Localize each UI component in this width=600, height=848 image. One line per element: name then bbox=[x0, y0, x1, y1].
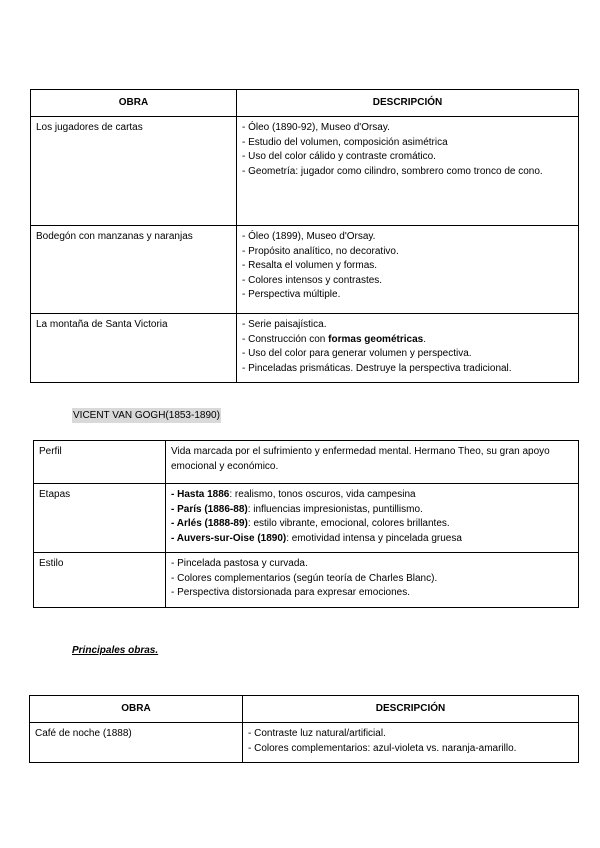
description-line bbox=[242, 333, 573, 348]
description-line: - Uso del color cálido y contraste cromático. bbox=[242, 151, 436, 162]
description-line: - Uso del color para generar volumen y perspectiva. bbox=[242, 348, 472, 359]
work-description bbox=[237, 226, 579, 314]
work-description bbox=[237, 117, 579, 226]
description-line: - Resalta el volumen y formas. bbox=[242, 260, 378, 271]
description-bold-text: formas geométricas bbox=[328, 333, 424, 345]
etapa-period: - Arlés (1888-89) bbox=[171, 518, 248, 529]
description-text: - Construcción con bbox=[242, 333, 329, 345]
row-label-etapas: Etapas bbox=[34, 484, 166, 553]
work-description bbox=[237, 314, 579, 383]
etapa-text: : influencias impresionistas, puntillismo. bbox=[247, 503, 423, 515]
column-header-obra: OBRA bbox=[30, 696, 243, 723]
table-header-row bbox=[31, 90, 579, 117]
work-title: Los jugadores de cartas bbox=[31, 117, 237, 226]
table-row bbox=[34, 441, 579, 484]
table-row bbox=[34, 484, 579, 553]
table-row bbox=[30, 723, 579, 763]
etapa-period: - París (1886-88) bbox=[171, 503, 248, 515]
description-line: - Pinceladas prismáticas. Destruye la perspectiva tradicional. bbox=[242, 362, 512, 374]
description-line: - Geometría: jugador como cilindro, sombrero como tronco de cono. bbox=[242, 165, 543, 177]
etapa-text: : realismo, tonos oscuros, vida campesina bbox=[229, 489, 416, 500]
etapa-period: - Hasta 1886 bbox=[171, 489, 230, 500]
table-row bbox=[31, 314, 579, 383]
work-title: Bodegón con manzanas y naranjas bbox=[31, 226, 237, 314]
etapas-list bbox=[166, 484, 579, 553]
column-header-obra: OBRA bbox=[31, 90, 237, 117]
description-line: - Óleo (1890-92), Museo d'Orsay. bbox=[242, 122, 390, 133]
perfil-text: Vida marcada por el sufrimiento y enfermedad mental. Hermano Theo, su gran apoyo emocional y económico. bbox=[166, 441, 579, 484]
cezanne-works-table bbox=[30, 89, 579, 383]
column-header-descripcion: DESCRIPCIÓN bbox=[237, 90, 579, 117]
description-line: - Estudio del volumen, composición asimétrica bbox=[242, 136, 448, 148]
description-line: - Propósito analítico, no decorativo. bbox=[242, 245, 399, 257]
etapa-item bbox=[171, 532, 573, 547]
estilo-item: - Perspectiva distorsionada para expresar emociones. bbox=[171, 587, 411, 598]
description-line: - Contraste luz natural/artificial. bbox=[248, 728, 386, 739]
row-label-perfil: Perfil bbox=[34, 441, 166, 484]
description-line: - Serie paisajística. bbox=[242, 319, 327, 330]
row-label-estilo: Estilo bbox=[34, 553, 166, 608]
description-line: - Colores intensos y contrastes. bbox=[242, 274, 383, 286]
van-gogh-profile-table bbox=[33, 440, 579, 608]
description-line: - Óleo (1899), Museo d'Orsay. bbox=[242, 231, 376, 242]
table-row bbox=[31, 117, 579, 226]
estilo-item: - Colores complementarios (según teoría de Charles Blanc). bbox=[171, 572, 438, 584]
van-gogh-heading: VICENT VAN GOGH(1853-1890) bbox=[73, 410, 220, 421]
description-line: - Colores complementarios: azul-violeta vs. naranja-amarillo. bbox=[248, 742, 517, 754]
work-description bbox=[243, 723, 579, 763]
table-row bbox=[34, 553, 579, 608]
description-text: . bbox=[423, 333, 426, 345]
work-title: Café de noche (1888) bbox=[30, 723, 243, 763]
van-gogh-works-table bbox=[29, 695, 579, 763]
estilo-item: - Pincelada pastosa y curvada. bbox=[171, 558, 308, 569]
work-title: La montaña de Santa Victoria bbox=[31, 314, 237, 383]
etapa-item bbox=[171, 488, 573, 503]
etapa-item bbox=[171, 517, 573, 532]
table-row bbox=[31, 226, 579, 314]
table-header-row bbox=[30, 696, 579, 723]
etapa-item bbox=[171, 503, 573, 518]
description-line: - Perspectiva múltiple. bbox=[242, 289, 341, 300]
column-header-descripcion: DESCRIPCIÓN bbox=[243, 696, 579, 723]
etapa-text: : emotividad intensa y pincelada gruesa bbox=[286, 532, 462, 544]
etapa-period: - Auvers-sur-Oise (1890) bbox=[171, 532, 287, 544]
etapa-text: : estilo vibrante, emocional, colores brillantes. bbox=[247, 518, 450, 529]
estilo-list bbox=[166, 553, 579, 608]
principales-obras-heading: Principales obras. bbox=[72, 645, 159, 656]
